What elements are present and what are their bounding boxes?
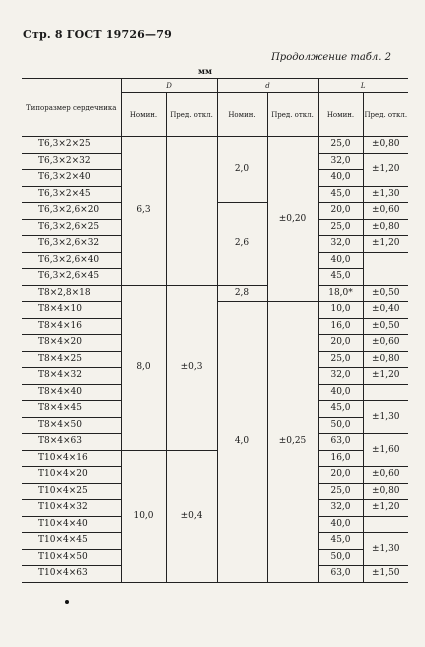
page-mark (65, 600, 69, 604)
core-type-cell: Т10×4×45 (22, 533, 121, 550)
core-type-cell: Т8×4×50 (22, 417, 121, 434)
L-nominal-cell: 40,0 (318, 516, 363, 533)
L-tolerance-cell: ±0,50 (363, 318, 408, 335)
L-tolerance-cell: ±0,80 (363, 137, 408, 154)
L-tolerance-cell (363, 252, 408, 285)
L-nominal-cell: 32,0 (318, 368, 363, 385)
core-type-cell: Т10×4×63 (22, 566, 121, 583)
header-type: Типоразмер сердечника (22, 79, 121, 137)
core-type-cell: Т6,3×2×45 (22, 186, 121, 203)
table-row (22, 137, 408, 154)
core-type-cell: Т6,3×2×40 (22, 170, 121, 187)
L-nominal-cell: 32,0 (318, 236, 363, 253)
D-nominal-cell: 10,0 (121, 450, 166, 582)
L-tolerance-cell: ±0,60 (363, 203, 408, 220)
header-D-nomin: Номин. (121, 93, 166, 137)
L-nominal-cell: 25,0 (318, 137, 363, 154)
L-tolerance-cell: ±1,60 (363, 434, 408, 467)
header-L-nomin: Номин. (318, 93, 363, 137)
core-type-cell: Т10×4×50 (22, 549, 121, 566)
D-nominal-cell: 8,0 (121, 285, 166, 450)
L-nominal-cell: 45,0 (318, 533, 363, 550)
d-tolerance-cell: ±0,25 (267, 302, 318, 583)
d-tolerance-cell: ±0,20 (267, 137, 318, 302)
core-type-cell: Т10×4×40 (22, 516, 121, 533)
dimensions-table (22, 78, 408, 583)
core-type-cell: Т10×4×16 (22, 450, 121, 467)
D-tolerance-cell: ±0,4 (166, 450, 217, 582)
L-nominal-cell: 10,0 (318, 302, 363, 319)
L-nominal-cell: 20,0 (318, 467, 363, 484)
core-type-cell: Т10×4×32 (22, 500, 121, 517)
d-nominal-cell: 4,0 (217, 302, 267, 583)
table-row (22, 285, 408, 302)
header-d-nomin: Номин. (217, 93, 267, 137)
L-nominal-cell: 45,0 (318, 186, 363, 203)
core-type-cell: Т8×4×32 (22, 368, 121, 385)
d-nominal-cell: 2,8 (217, 285, 267, 302)
D-tolerance-cell (166, 137, 217, 286)
L-nominal-cell: 63,0 (318, 566, 363, 583)
L-nominal-cell: 20,0 (318, 203, 363, 220)
core-type-cell: Т6,3×2,6×40 (22, 252, 121, 269)
L-tolerance-cell: ±0,40 (363, 302, 408, 319)
core-type-cell: Т8×4×20 (22, 335, 121, 352)
L-tolerance-cell: ±1,20 (363, 368, 408, 385)
L-nominal-cell: 18,0* (318, 285, 363, 302)
L-nominal-cell: 40,0 (318, 384, 363, 401)
L-tolerance-cell: ±0,60 (363, 335, 408, 352)
core-type-cell: Т6,3×2,6×32 (22, 236, 121, 253)
core-type-cell: Т8×4×10 (22, 302, 121, 319)
L-tolerance-cell: ±0,50 (363, 285, 408, 302)
core-type-cell: Т8×4×40 (22, 384, 121, 401)
L-nominal-cell: 32,0 (318, 500, 363, 517)
core-type-cell: Т6,3×2×32 (22, 153, 121, 170)
d-nominal-cell: 2,0 (217, 137, 267, 203)
L-tolerance-cell: ±1,30 (363, 186, 408, 203)
L-nominal-cell: 63,0 (318, 434, 363, 451)
table-body (22, 137, 408, 583)
continuation-label: Продолжение табл. 2 (271, 52, 391, 63)
L-nominal-cell: 16,0 (318, 450, 363, 467)
L-tolerance-cell (363, 516, 408, 533)
unit-label: мм (198, 66, 212, 76)
L-nominal-cell: 40,0 (318, 170, 363, 187)
core-type-cell: Т10×4×25 (22, 483, 121, 500)
header-D: D (121, 79, 217, 93)
L-tolerance-cell: ±0,80 (363, 483, 408, 500)
L-tolerance-cell: ±1,30 (363, 401, 408, 434)
core-type-cell: Т6,3×2×25 (22, 137, 121, 154)
header-d: d (217, 79, 318, 93)
L-nominal-cell: 40,0 (318, 252, 363, 269)
L-tolerance-cell: ±0,80 (363, 351, 408, 368)
d-nominal-cell: 2,6 (217, 203, 267, 286)
core-type-cell: Т6,3×2,6×45 (22, 269, 121, 286)
L-tolerance-cell (363, 384, 408, 401)
L-nominal-cell: 25,0 (318, 483, 363, 500)
D-nominal-cell: 6,3 (121, 137, 166, 286)
core-type-cell: Т8×4×16 (22, 318, 121, 335)
L-nominal-cell: 25,0 (318, 219, 363, 236)
L-tolerance-cell: ±0,60 (363, 467, 408, 484)
core-type-cell: Т8×4×25 (22, 351, 121, 368)
L-nominal-cell: 50,0 (318, 549, 363, 566)
header-L-tol: Пред. откл. (363, 93, 408, 137)
core-type-cell: Т8×4×45 (22, 401, 121, 418)
L-tolerance-cell: ±1,20 (363, 500, 408, 517)
header-d-tol: Пред. откл. (267, 93, 318, 137)
header-D-tol: Пред. откл. (166, 93, 217, 137)
L-nominal-cell: 50,0 (318, 417, 363, 434)
L-nominal-cell: 32,0 (318, 153, 363, 170)
L-tolerance-cell: ±1,20 (363, 153, 408, 186)
D-tolerance-cell: ±0,3 (166, 285, 217, 450)
header-L: L (318, 79, 408, 93)
L-nominal-cell: 45,0 (318, 401, 363, 418)
L-nominal-cell: 20,0 (318, 335, 363, 352)
page-header: Стр. 8 ГОСТ 19726—79 (23, 28, 172, 41)
L-nominal-cell: 45,0 (318, 269, 363, 286)
core-type-cell: Т8×4×63 (22, 434, 121, 451)
L-tolerance-cell: ±0,80 (363, 219, 408, 236)
core-type-cell: Т10×4×20 (22, 467, 121, 484)
L-nominal-cell: 16,0 (318, 318, 363, 335)
L-tolerance-cell: ±1,20 (363, 236, 408, 253)
table-row (22, 450, 408, 467)
core-type-cell: Т6,3×2,6×25 (22, 219, 121, 236)
core-type-cell: Т6,3×2,6×20 (22, 203, 121, 220)
L-nominal-cell: 25,0 (318, 351, 363, 368)
L-tolerance-cell: ±1,50 (363, 566, 408, 583)
L-tolerance-cell: ±1,30 (363, 533, 408, 566)
core-type-cell: Т8×2,8×18 (22, 285, 121, 302)
